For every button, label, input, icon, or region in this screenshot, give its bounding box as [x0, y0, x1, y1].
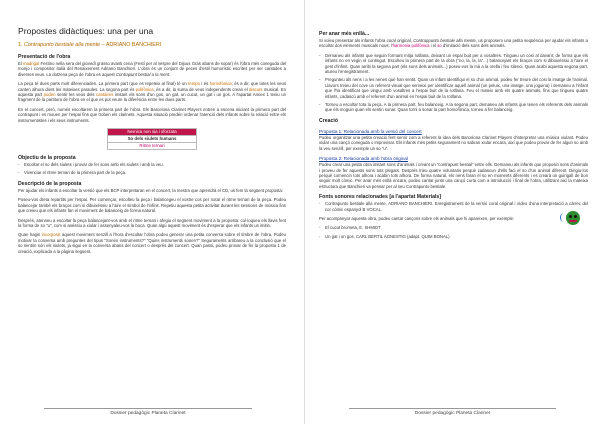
presentacio-heading: Presentació de l'obra	[18, 54, 71, 60]
page-footer: Dossier pedagògic Planeta Clarinet	[305, 408, 600, 416]
fonts-paragraph: Per acompanyar aquesta obra, podeu cantar cançons sobre els animals que hi apareixen, per exemple:	[319, 215, 515, 221]
descripcio-paragraph-3: Després, atenneu a escoltar la peça balancejant-vos amb el ritme ternari i afegiu el següent moviment a la proposta: col·loqueu els llavis fent la forma de so "u", com si anéssiu a xiular i assenyaleu-vos la boca. Quan algú aquest moviment és d'esperar que els infants us imitin.	[18, 217, 286, 228]
lyric-row-original: Nemica non sia i sforzata	[108, 129, 196, 135]
singing-face-icon	[566, 211, 580, 225]
creacio-paragraph-1: Podeu organitzar una petita creació fent servir com a referent la idea dels Barcelona Clarinet Players d'interpretar una música xiulant. Podeu xiular una cançó coneguda o improvisar. Els infants més petits segurament no sabran xiular encara, així que podeu provar de fer algun so amb la veu senzill, per exemple un so "u".	[319, 134, 588, 151]
creacio-paragraph-2: Podeu crear una petita obra imitant sons d'animals i creant un "contrapunt bestial" entre ells. Demaneu als infants que proposin sons d'animals i proveu de fer aquests sons tots plegats. Després trieu quatre voluntaris perquè cadascun d'ells faci el so d'un animal diferent. Dirigiu-los perquè comencin tots alhora i acabin tots alhora. De forma natural, els nens faran el so en moments diferents i es crearà un guirigall de bon seguir molt còmic. Per anar més enllà encara, podeu cantar junts una cançó curta com a introducció i final de l'obra, utilitzant així la mateixa estructura que Banchieri va pensar per al seu Contrapunto bestiale.	[319, 162, 588, 189]
right-page	[304, 0, 600, 424]
page-footer: Dossier pedagògic Planeta Clarinet	[0, 408, 296, 416]
fonts-heading: Fonts sonores relacionades [a l'apartat Materials]	[319, 194, 442, 201]
creacio-heading: Creació	[319, 117, 339, 124]
proposta-2-link[interactable]: Proposta 2: Relacionada amb l'obra original	[319, 156, 408, 162]
lyric-row-rhythm: Ritme ternari	[108, 142, 196, 149]
descripcio-paragraph-1: Per ajudar els infants a escoltar la versió que els BCP interpretaran en el concert, la mestra que aprendrà el CD, us fem la següent proposta:	[18, 187, 283, 193]
list-item: - Torneu a escoltar tota la peça. A la primera part, feu balanceig. A la segona part, demaneu als infants que tenen els referents dels animals que els moguin quan els sentin sonar. Quan torni a sonar la part homofònica, torneu a fer balanceig.	[319, 102, 588, 113]
presentacio-paragraph-2: La peça té dues parts molt diferenciades. La primera part (que es repeteix al final) té un tempo i és homofònica; és a dir, que totes les veus canten alhora dient les mateixes paraules. La segona part és polifònica, és a dir, la suma de veus independents crean el discurs musical. En aquesta part poden sentir les veus dels cantaires imitant els sons d'un gos, un gat, un cucut, un gat i un gos. A l'apartat Annex 1 teniu un fragment de la partitura de l'obra en el que es pot veure la diferència entre les dues parts.	[18, 81, 287, 103]
list-item: - Escoltar el so dels siulets i provar de fer sons amb els siulets i amb la veu.	[18, 162, 286, 167]
lyric-row-sound: So dels siulets humans	[108, 135, 196, 142]
mes-enlla-heading: Per anar més enllà...	[319, 31, 370, 37]
list-item: - Contrapunto bestiale alla mente, ADRIANO BANCHIERI. Enregistrament de la versió coral original i vídeo d'una interpretació a càrrec del cor còmic espanyol B VOCAL.	[319, 201, 588, 212]
list-item: - Demaneu als infants que seguin formant mitja rotllana, deixant un espai buit per a vosaltres. Tingueu un cosi al davant; de forma que els infants no en vegin el contingut. Escolteu la primera part de la obra ("no, la, la, la"...) balancejant els braços com si dibuixéssiu a l'aire el gest d'infinit. Quan arribi la segona part (els sons dels animals...) poseu-vos la mà a la orella i feu silenci. Quan acabi aquesta segona part, atureu l'enregistrament.	[319, 53, 588, 75]
presentacio-paragraph-3: En el concert, però, només escoltarem la primera part de l'obra. Els Barcelona Clarinet Players entren a escena iniciant la primera part del contrapunt i es mouen per l'espai fins que troben els clarinets. Aquesta situació predén ordenar l'atenció dels infants sobre la relació entre els instrumentistes i els seus instruments.	[18, 106, 286, 123]
list-item: - El cucut brometa, E. SHMIDT	[319, 225, 588, 230]
objectiu-list	[18, 162, 286, 176]
objectiu-heading: Objectiu de la proposta	[18, 155, 76, 162]
left-page	[0, 0, 296, 424]
proposta-1-link[interactable]: Proposta 1: Relacionada amb la versió del concert	[319, 128, 422, 134]
work-subtitle	[18, 42, 286, 48]
page-title: Propostes didàctiques: una per una	[18, 26, 154, 36]
presentacio-paragraph-1: El madrigal Festino nella sera del giovedì grasso avanti cena (Festí per al vespre del Dijous Gras abans de sopar) és l'obra més coneguda del monjo i compositor italià del Renaixement Adriano Banchieri. L'obra és un conjunt de peces d'estil humorístic escrites per ser cantades a diverses veus. La dotzena peça de l'obra es aquest Contrapunt bestial a la ment.	[18, 61, 286, 77]
descripcio-paragraph-2: Poseu-vos dreta repartits per l'espai. Per començar, escolteu la peça i balancegeu el vostre cos per notar el ritme ternari de la peça. Podeu balancejar també els braços com si dibuixéssiu a l'aire el símbol de l'infinit. Repetiu aquesta petita activitat durant les sessions de música fins que creieu que els infants fan el moviment de balanceig de forma natural.	[18, 197, 286, 214]
lyric-table	[107, 128, 197, 150]
subtitle-work: Contrapunto bestiale alla mente	[24, 42, 101, 48]
list-item: - Pregunteu als nens i a les nenes què han sentit. Quan un infant identifiqui el so d'un animal, podeu fer treure del cosi la imatge de l'animal. Llavors treieu del cove un referent visual que serveixi per identificar aquell animal (un peluix, una imatge, una joguina) i demaneu a l'infant que l'ha identificat que vingui amb vosaltres a l'espai buit de la rotllana. Feu el mateix amb els quatre animals, fins que tingueu quatre infants, cadascú amb el referent d'un animal en l'espai buit de la rotllana.	[319, 77, 588, 99]
fonts-songs	[319, 225, 588, 239]
mes-enlla-intro: Si voleu presentar als infants l'obra coral original, Contrappunto bestiale alla mente, us proposem una petita seqüència per ajudar els infants a escoltar dos elements musicals nous: l'harmonia polifònica i el so d'imitació dels sons dels animals.	[319, 38, 588, 49]
mes-enlla-steps	[319, 53, 588, 113]
songs-list	[319, 225, 588, 239]
descripcio-paragraph-4: Quan hagin incorporat aquest moviment senzill a l'hora d'escoltar l'obra podeu generar una petita conversa sobre el timbre de l'obra. Podeu motivar la conversa amb preguntes del tipus "Sonen instruments?" "Quins instruments sonen?" Seguraments arribareu a la conclusió que el so sentim són els siulets, ja sigui en la conversa abans del concert o després del concert. Quan passi, podeu provar de fer la proposta 1 de creació, explicada a la pàgina següent.	[18, 232, 286, 254]
descripcio-heading: Descripció de la proposta	[18, 180, 82, 187]
list-item: - Vivenciar el ritme ternari de la primera part de la peça.	[18, 170, 286, 175]
list-item: - Un gat i un gos, CARL BERTIL AGNESTIG (adapt. QUIM BONAL)	[319, 234, 588, 239]
subtitle-number: 1.	[18, 42, 24, 48]
subtitle-composer: – ADRIANO BANCHIERI	[100, 42, 162, 48]
fonts-list	[319, 201, 588, 212]
